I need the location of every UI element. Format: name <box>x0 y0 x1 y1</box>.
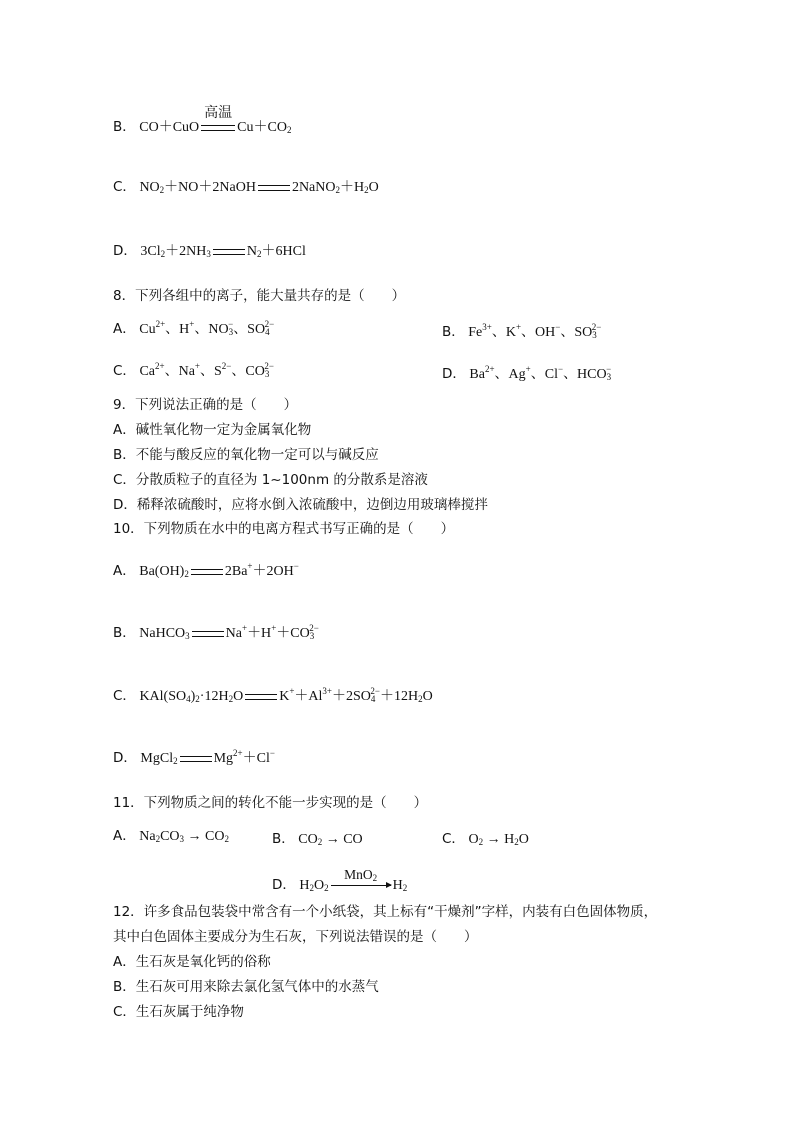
q7-option-b: B． CO＋CuO 高温 $Cu+CO_2$ <box>113 104 292 135</box>
q8-option-c: C． $Ca^{2+}$、Na+、$S^{2-}$、$CO_3^{2-}$ <box>113 361 274 379</box>
q10-option-a: A． $Ba(OH)_2$ 2Ba+＋2OH− <box>113 561 299 579</box>
equals-sign <box>213 249 245 255</box>
q10-option-d: D． MgCl$_2$ $Mg^{2+}+Cl^-$ <box>113 748 275 766</box>
equals-sign <box>180 756 212 762</box>
q8-option-a: A． $Cu^{2+}$、H+、$NO_3^-$、$SO_4^{2-}$ <box>113 319 275 337</box>
q7-option-c: C． $NO_2+NO+2NaOH$ $2NaNO_2+H_2O$ <box>113 179 379 195</box>
q10-stem: 10．下列物质在水中的电离方程式书写正确的是（ ） <box>113 521 455 537</box>
q10-option-b: B． NaHCO$_3$ $Na^++H^++CO_3^{2-}$ <box>113 623 319 641</box>
equals-sign <box>191 569 223 575</box>
q12-option-b: B．生石灰可用来除去氯化氢气体中的水蒸气 <box>113 979 379 995</box>
q8-option-b: B． $Fe^{3+}$、K+、OH−、$SO_3^{2-}$ <box>442 322 602 340</box>
q12-option-a: A．生石灰是氧化钙的俗称 <box>113 954 271 970</box>
q10-option-c: C． $KAl(SO_4)_2\cdot 12H_2O$ $K^++Al^{3+}+2SO_4^{2-}+12H_2O$ <box>113 686 433 704</box>
q7-option-d: D． $3Cl_2+2NH_3$ $N_2+6HCl$ <box>113 243 306 259</box>
q9-option-c: C．分散质粒子的直径为 1~100nm 的分散系是溶液 <box>113 472 428 488</box>
q11-option-b: B． $CO_2$ → CO <box>272 831 363 847</box>
q12-option-c: C．生石灰属于纯净物 <box>113 1004 244 1020</box>
q8-stem: 8．下列各组中的离子，能大量共存的是（ ） <box>113 288 406 304</box>
reaction-arrow: MnO$_2$ <box>331 885 391 886</box>
q8-option-d: D． $Ba^{2+}$、Ag+、Cl−、$HCO_3^-$ <box>442 364 612 382</box>
q11-option-a: A． $Na_2CO_3 \to CO_2$ <box>113 828 229 844</box>
q11-option-c: C． $O_2 \to H_2O$ <box>442 831 529 847</box>
q12-stem-line1: 12．许多食品包装袋中常含有一个小纸袋，其上标有“干燥剂”字样，内装有白色固体物质， <box>113 904 658 920</box>
equals-sign <box>258 185 290 191</box>
q11-option-d: D． $H_2O_2$ MnO$_2$ $H_2$ <box>272 867 408 893</box>
q12-stem-line2: 其中白色固体主要成分为生石灰，下列说法错误的是（ ） <box>113 929 478 945</box>
q9-option-b: B．不能与酸反应的氧化物一定可以与碱反应 <box>113 447 379 463</box>
q11-stem: 11．下列物质之间的转化不能一步实现的是（ ） <box>113 795 428 811</box>
q9-option-a: A．碱性氧化物一定为金属氧化物 <box>113 422 312 438</box>
q9-stem: 9．下列说法正确的是（ ） <box>113 397 298 413</box>
equals-sign <box>245 694 277 700</box>
q9-option-d: D．稀释浓硫酸时，应将水倒入浓硫酸中，边倒边用玻璃棒搅拌 <box>113 497 488 513</box>
equals-sign <box>192 631 224 637</box>
reaction-condition-arrow: 高温 <box>201 125 235 131</box>
